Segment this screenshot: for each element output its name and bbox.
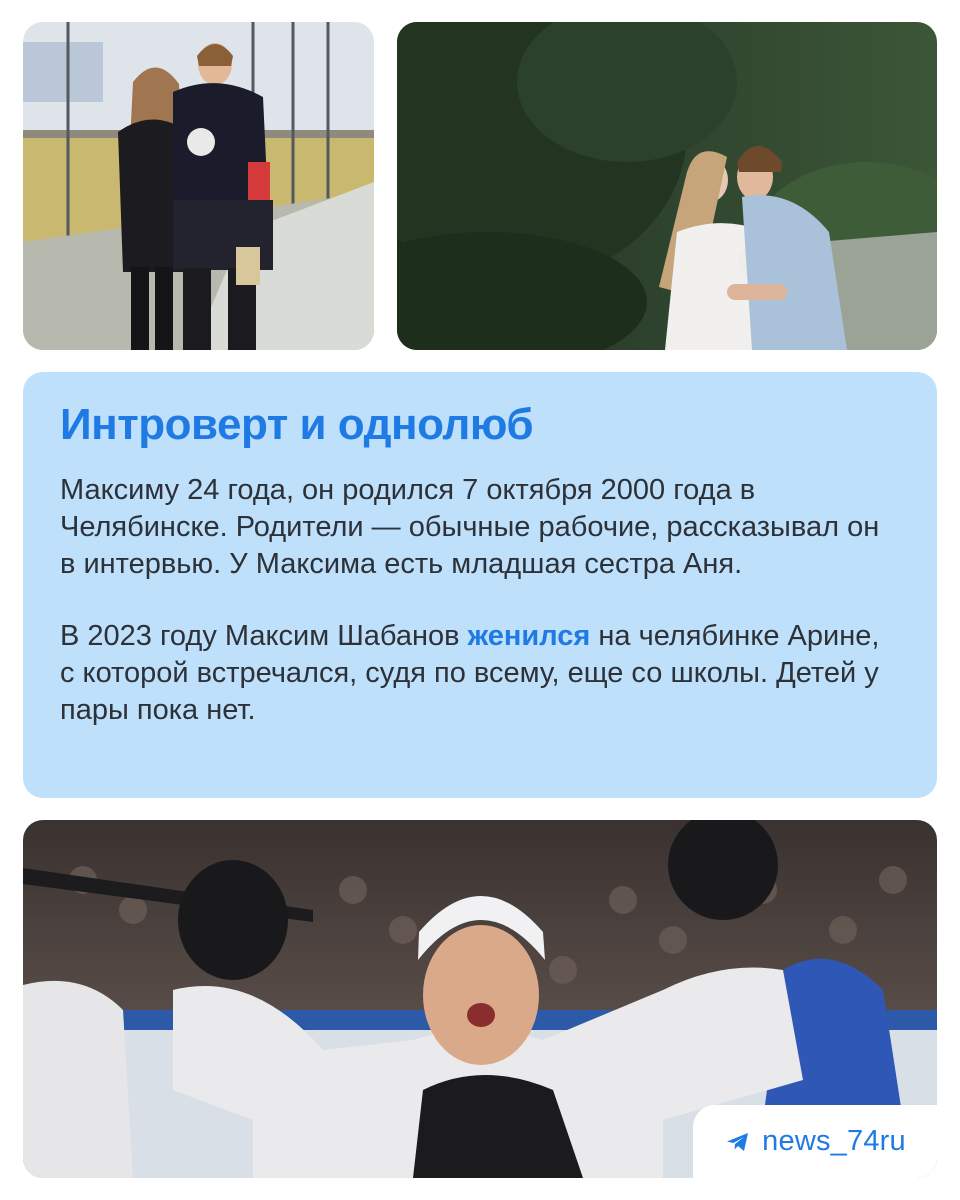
info-card bbox=[23, 372, 937, 798]
source-label[interactable]: news_74ru bbox=[762, 1125, 906, 1157]
paragraph-text-after-link: на челябинке Арине, с которой встречался, судя по всему, еще со школы. Детей у пары пока нет. bbox=[60, 620, 880, 726]
photo-couple-at-rink bbox=[23, 22, 374, 350]
paragraph-text-before-link: В 2023 году Максим Шабанов bbox=[60, 620, 468, 652]
card-title: Интроверт и однолюб bbox=[60, 400, 533, 449]
card-paragraph-bio: Максиму 24 года, он родился 7 октября 2000 года в Челябинске. Родители — обычные рабочие, рассказывал он в интервью. У Максима есть младшая сестра Аня. bbox=[60, 474, 880, 580]
card-paragraph-marriage bbox=[60, 618, 900, 729]
source-badge[interactable] bbox=[693, 1105, 937, 1178]
married-link[interactable]: женился bbox=[467, 620, 591, 652]
telegram-icon bbox=[724, 1128, 752, 1156]
photo-wedding-kiss bbox=[397, 22, 937, 350]
